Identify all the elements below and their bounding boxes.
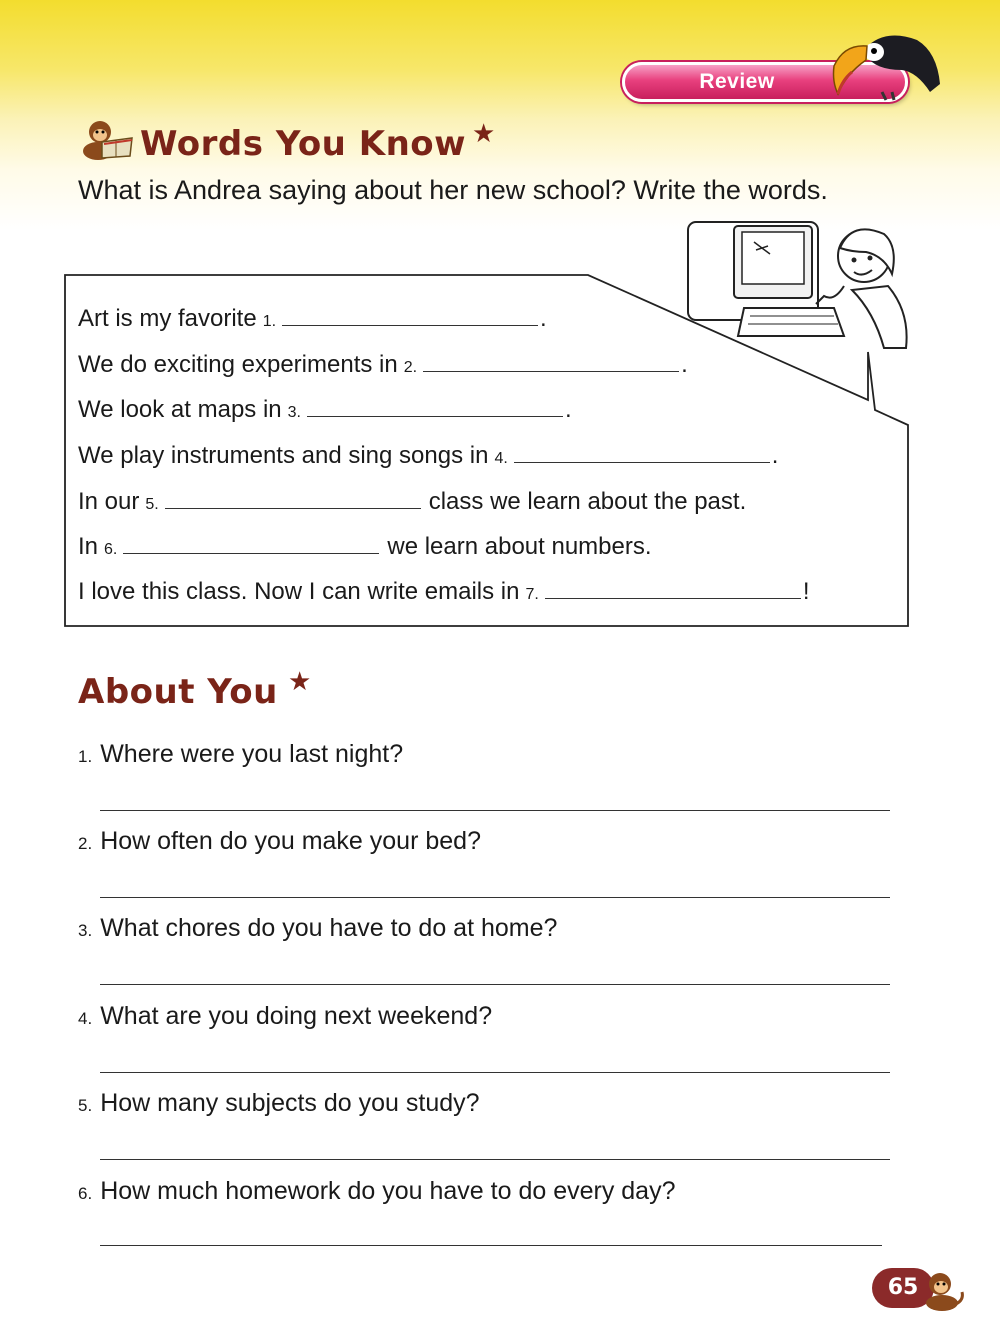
sentence-4 [78, 440, 778, 474]
question-1 [78, 740, 403, 769]
question-4 [78, 1002, 492, 1031]
answer-line-2[interactable] [100, 897, 890, 898]
sentence-7 [78, 576, 810, 610]
question-number: 4. [78, 1009, 93, 1028]
page-number: 65 [887, 1275, 919, 1300]
blank-number: 3. [287, 404, 301, 421]
question-number: 3. [78, 921, 93, 940]
answer-blank-7[interactable] [545, 576, 801, 599]
question-3 [78, 914, 557, 943]
sentence-text: . [771, 442, 779, 469]
question-number: 1. [78, 747, 93, 766]
review-tab-label: Review [699, 70, 775, 93]
sentence-text: we learn about numbers. [387, 533, 652, 560]
question-number: 6. [78, 1184, 93, 1203]
sentence-text: I love this class. Now I can write emails in [78, 578, 520, 605]
monkey-icon [922, 1270, 966, 1312]
about-section-title: About You [78, 672, 278, 712]
sentence-text: Art is my favorite [78, 305, 257, 332]
blank-number: 1. [262, 313, 277, 330]
words-section-star: ★ [472, 118, 496, 148]
answer-line-4[interactable] [100, 1072, 890, 1073]
question-text: How often do you make your bed? [100, 827, 481, 855]
question-text: How many subjects do you study? [100, 1089, 480, 1117]
answer-blank-3[interactable] [307, 394, 563, 417]
sentence-text: We look at maps in [78, 396, 282, 423]
answer-line-3[interactable] [100, 984, 890, 985]
blank-number: 5. [145, 496, 159, 513]
sentence-2 [78, 349, 688, 383]
sentence-text: In our [78, 488, 140, 515]
blank-number: 2. [403, 359, 418, 376]
answer-blank-1[interactable] [282, 303, 538, 326]
answer-line-5[interactable] [100, 1159, 890, 1160]
sentence-6 [78, 531, 652, 565]
sentence-text: . [540, 305, 547, 332]
question-text: What are you doing next weekend? [100, 1002, 493, 1030]
sentence-text: We play instruments and sing songs in [78, 442, 489, 469]
sentence-1 [78, 303, 547, 337]
answer-blank-6[interactable] [123, 531, 379, 554]
words-instruction: What is Andrea saying about her new school? Write the words. [78, 175, 828, 205]
words-section-title: Words You Know [140, 124, 467, 164]
question-text: Where were you last night? [100, 740, 404, 768]
sentence-text: . [681, 351, 688, 378]
question-2 [78, 827, 481, 856]
blank-number: 4. [494, 450, 508, 467]
answer-blank-5[interactable] [165, 486, 421, 509]
question-number: 5. [78, 1096, 93, 1115]
sentence-text: In [78, 533, 99, 560]
question-text: How much homework do you have to do every day? [100, 1177, 676, 1205]
sentence-text: . [565, 396, 572, 423]
answer-line-6[interactable] [100, 1245, 882, 1246]
question-5 [78, 1089, 480, 1118]
question-number: 2. [78, 834, 93, 853]
girl-at-computer-icon [684, 212, 914, 362]
sentence-3 [78, 394, 572, 428]
sentence-5 [78, 486, 746, 520]
blank-number: 7. [525, 586, 539, 603]
sentence-text: ! [802, 578, 810, 605]
sentence-text: We do exciting experiments in [78, 351, 398, 378]
answer-blank-4[interactable] [514, 440, 770, 463]
sentence-text: class we learn about the past. [428, 488, 747, 515]
question-6 [78, 1177, 676, 1206]
question-text: What chores do you have to do at home? [100, 914, 558, 942]
answer-line-1[interactable] [100, 810, 890, 811]
about-section-star: ★ [288, 666, 312, 696]
answer-blank-2[interactable] [423, 349, 679, 372]
blank-number: 6. [104, 541, 118, 558]
